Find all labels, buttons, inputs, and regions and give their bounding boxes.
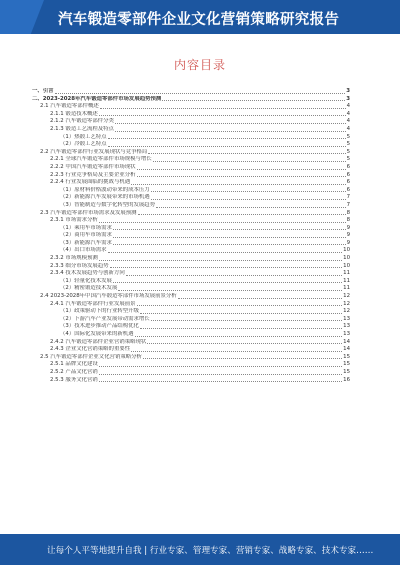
toc-page-number: 10 (343, 262, 350, 269)
toc-page-number: 3 (346, 95, 350, 102)
toc-entry-title: （1）乘用车市场需求 (60, 224, 112, 231)
toc-entry[interactable] (32, 141, 350, 149)
toc-entry-title: 2.2.1 全球汽车锻造零部件市场规模与增长 (50, 156, 152, 163)
toc-entry[interactable] (32, 111, 350, 119)
toc-entry-title: （1）政策驱动下的行业转型升级 (60, 308, 139, 315)
toc-leader-dots (113, 237, 346, 238)
toc-entry-title: （1）原材料价格波动带来的成本压力 (60, 186, 150, 193)
toc-leader-dots (113, 244, 346, 245)
toc-leader-dots (108, 138, 346, 139)
toc-leader-dots (151, 320, 342, 321)
toc-entry[interactable] (32, 369, 350, 377)
toc-page-number: 13 (343, 323, 350, 330)
toc-page-number: 4 (346, 125, 350, 132)
toc-entry[interactable] (32, 156, 350, 164)
toc-page-number: 11 (343, 270, 350, 277)
toc-leader-dots (113, 282, 342, 283)
toc-entry[interactable] (32, 240, 350, 248)
toc-entry[interactable] (32, 255, 350, 263)
toc-leader-dots (108, 252, 343, 253)
toc-entry-title: 2.4.1 汽车锻造零部件行业发展前景 (50, 300, 136, 307)
toc-leader-dots (131, 184, 345, 185)
toc-page-number: 5 (346, 133, 350, 140)
toc-entry-title: 2.1 汽车锻造零部件概述 (40, 103, 99, 110)
toc-leader-dots (99, 260, 342, 261)
toc-entry[interactable] (32, 103, 350, 111)
toc-leader-dots (99, 222, 346, 223)
toc-entry[interactable] (32, 202, 350, 210)
toc-entry[interactable] (32, 346, 350, 354)
toc-entry[interactable] (32, 308, 350, 316)
toc-leader-dots (151, 191, 346, 192)
toc-page-number: 15 (343, 361, 350, 368)
toc-page-number: 4 (346, 103, 350, 110)
toc-entry[interactable] (32, 354, 350, 362)
toc-page-number: 14 (343, 338, 350, 345)
toc-entry-title: （2）下游汽车产业发展带动需求增长 (60, 315, 150, 322)
toc-page-number: 15 (343, 368, 350, 375)
toc-leader-dots (137, 305, 343, 306)
toc-leader-dots (100, 108, 346, 109)
toc-entry[interactable] (32, 96, 350, 104)
toc-leader-dots (126, 275, 342, 276)
toc-entry-title: 2.3.1 市场需求分析 (50, 217, 98, 224)
toc-entry[interactable] (32, 316, 350, 324)
toc-leader-dots (153, 161, 346, 162)
toc-page-number: 12 (343, 308, 350, 315)
toc-page-number: 6 (346, 179, 350, 186)
toc-page-number: 7 (346, 194, 350, 201)
toc-entry-title: 2.1.3 锻造工艺流程及特点 (50, 125, 114, 132)
toc-entry[interactable] (32, 377, 350, 385)
toc-entry-title: （2）冷锻工艺特点 (60, 141, 107, 148)
toc-entry-title: 2.3 汽车锻造零部件市场需求及发展预测 (40, 209, 137, 216)
toc-entry-title: 2.5.3 服务文化营销 (50, 376, 98, 383)
toc-page-number: 11 (343, 277, 350, 284)
toc-leader-dots (115, 123, 346, 124)
toc-entry[interactable] (32, 88, 350, 96)
toc-page-number: 10 (343, 247, 350, 254)
toc-entry[interactable] (32, 210, 350, 218)
toc-leader-dots (156, 207, 345, 208)
toc-leader-dots (137, 176, 346, 177)
toc-page-number: 9 (346, 224, 350, 231)
toc-entry[interactable] (32, 263, 350, 271)
toc-page-number: 10 (343, 255, 350, 262)
toc-entry[interactable] (32, 247, 350, 255)
toc-entry-title: 2.3.2 市场规模预测 (50, 255, 98, 262)
toc-entry[interactable] (32, 172, 350, 180)
toc-entry[interactable] (32, 323, 350, 331)
footer-slogan: 让每个人平等地提升自我 | 行业专家、管理专家、营销专家、战略专家、技术专家…… (47, 546, 374, 556)
toc-leader-dots (99, 115, 346, 116)
toc-entry[interactable] (32, 164, 350, 172)
toc-entry-title: 2.1.1 锻造技术概述 (50, 110, 98, 117)
page-footer-bar (0, 534, 400, 565)
toc-page-number: 5 (346, 156, 350, 163)
toc-entry[interactable] (32, 293, 350, 301)
toc-entry-title: （3）智能制造与数字化转型的发展趋势 (60, 201, 156, 208)
toc-page-number: 13 (343, 331, 350, 337)
toc-entry-title: 2.1.2 汽车锻造零部件分类 (50, 118, 114, 125)
toc-leader-dots (55, 93, 346, 94)
toc-entry[interactable] (32, 225, 350, 233)
toc-entry-title: 2.2 汽车锻造零部件行业发展现状与竞争格局 (40, 148, 148, 155)
toc-entry[interactable] (32, 301, 350, 309)
toc-entry[interactable] (32, 339, 350, 347)
toc-heading: 内容目录 (173, 58, 226, 72)
toc-leader-dots (140, 313, 342, 314)
toc-entry-title: （1）热锻工艺特点 (60, 133, 107, 140)
toc-entry-title: 二、2023-2028年汽车锻造零部件市场发展趋势预测 (32, 95, 162, 102)
toc-entry-title: 一、引言 (32, 88, 54, 94)
toc-entry-title: 2.5 汽车锻造零部件企业文化营销策略分析 (40, 353, 142, 360)
toc-leader-dots (110, 267, 343, 268)
toc-page-number: 6 (346, 163, 350, 170)
page-header-bar (0, 0, 400, 34)
toc-entry-title: 2.4.3 企业文化营销策略的重要性 (50, 346, 131, 353)
toc-leader-dots (162, 100, 345, 101)
toc-page-number: 4 (346, 110, 350, 117)
toc-leader-dots (115, 131, 346, 132)
toc-page-number: 8 (346, 209, 350, 216)
toc-entry[interactable] (32, 187, 350, 195)
toc-leader-dots (178, 298, 342, 299)
toc-entry[interactable] (32, 134, 350, 142)
toc-leader-dots (147, 343, 342, 344)
toc-page-number: 6 (346, 171, 350, 178)
toc-entry[interactable] (32, 126, 350, 134)
toc-leader-dots (99, 381, 342, 382)
toc-leader-dots (135, 336, 343, 337)
toc-entry-title: 2.4.2 汽车锻造零部件企业营销策略现状 (50, 338, 147, 345)
toc-leader-dots (143, 358, 342, 359)
toc-entry-title: （3）新能源汽车需求 (60, 239, 112, 246)
toc-entry-title: （2）新能源汽车发展带来的市场机遇 (60, 194, 150, 201)
toc-entry-title: 2.2.3 行业竞争格局及主要企业分析 (50, 171, 136, 178)
header-accent-shape (0, 0, 44, 34)
toc-leader-dots (138, 214, 346, 215)
toc-entry-title: 2.3.4 技术发展趋势与创新方向 (50, 270, 125, 277)
toc-page-number: 9 (346, 239, 350, 246)
toc-entry-title: 2.5.1 品牌文化建设 (50, 361, 98, 368)
toc-entry-title: （4）出口市场需求 (60, 247, 107, 254)
toc-page-number: 6 (346, 186, 350, 193)
toc-page-number: 5 (346, 141, 350, 148)
toc-leader-dots (108, 146, 346, 147)
toc-page-number: 7 (346, 201, 350, 208)
toc-leader-dots (148, 153, 345, 154)
toc-entry[interactable] (32, 270, 350, 278)
toc-page-number: 15 (343, 353, 350, 360)
toc-leader-dots (131, 351, 342, 352)
toc-entry-title: 2.2.4 行业发展面临的挑战与机遇 (50, 179, 131, 186)
toc-entry[interactable] (32, 278, 350, 286)
toc-entry-title: （2）精密锻造技术发展 (60, 285, 118, 292)
toc-leader-dots (99, 374, 342, 375)
toc-page-number: 16 (343, 376, 350, 383)
toc-entry[interactable] (32, 217, 350, 225)
toc-page-number: 12 (343, 293, 350, 300)
toc-entry[interactable] (32, 331, 350, 339)
toc-leader-dots (137, 169, 346, 170)
toc-page-number: 11 (343, 285, 350, 292)
toc-page-number: 12 (343, 300, 350, 307)
toc-entry-title: 2.4 2023-2028年中国汽车锻造零部件市场发展前景分析 (40, 293, 177, 300)
toc-entry-title: 2.2.2 中国汽车锻造零部件市场现状 (50, 163, 136, 170)
toc-page-number: 9 (346, 232, 350, 239)
toc-leader-dots (118, 290, 342, 291)
toc-entry-title: （2）商用车市场需求 (60, 232, 112, 239)
table-of-contents (32, 88, 350, 384)
report-title: 汽车锻造零部件企业文化营销策略研究报告 (58, 12, 340, 28)
toc-page-number: 5 (346, 148, 350, 155)
toc-leader-dots (113, 229, 346, 230)
toc-leader-dots (99, 366, 342, 367)
toc-entry-title: （1）轻量化技术发展 (60, 277, 112, 284)
toc-page-number: 4 (346, 118, 350, 125)
toc-entry-title: （3）技术进步推动产品结构优化 (60, 323, 139, 330)
toc-entry[interactable] (32, 194, 350, 202)
toc-entry[interactable] (32, 285, 350, 293)
toc-leader-dots (140, 328, 342, 329)
toc-leader-dots (151, 199, 346, 200)
toc-page-number: 13 (343, 315, 350, 322)
toc-entry[interactable] (32, 179, 350, 187)
toc-entry-title: 2.3.3 细分市场发展趋势 (50, 262, 109, 269)
toc-entry-title: 2.5.2 产品文化营销 (50, 368, 98, 375)
toc-page-number: 14 (343, 346, 350, 353)
toc-entry[interactable] (32, 118, 350, 126)
toc-entry[interactable] (32, 361, 350, 369)
toc-page-number: 8 (346, 217, 350, 224)
toc-entry[interactable] (32, 149, 350, 157)
toc-entry[interactable] (32, 232, 350, 240)
toc-entry-title: （4）国际化发展带来的新机遇 (60, 331, 134, 337)
toc-page-number: 3 (346, 88, 350, 94)
